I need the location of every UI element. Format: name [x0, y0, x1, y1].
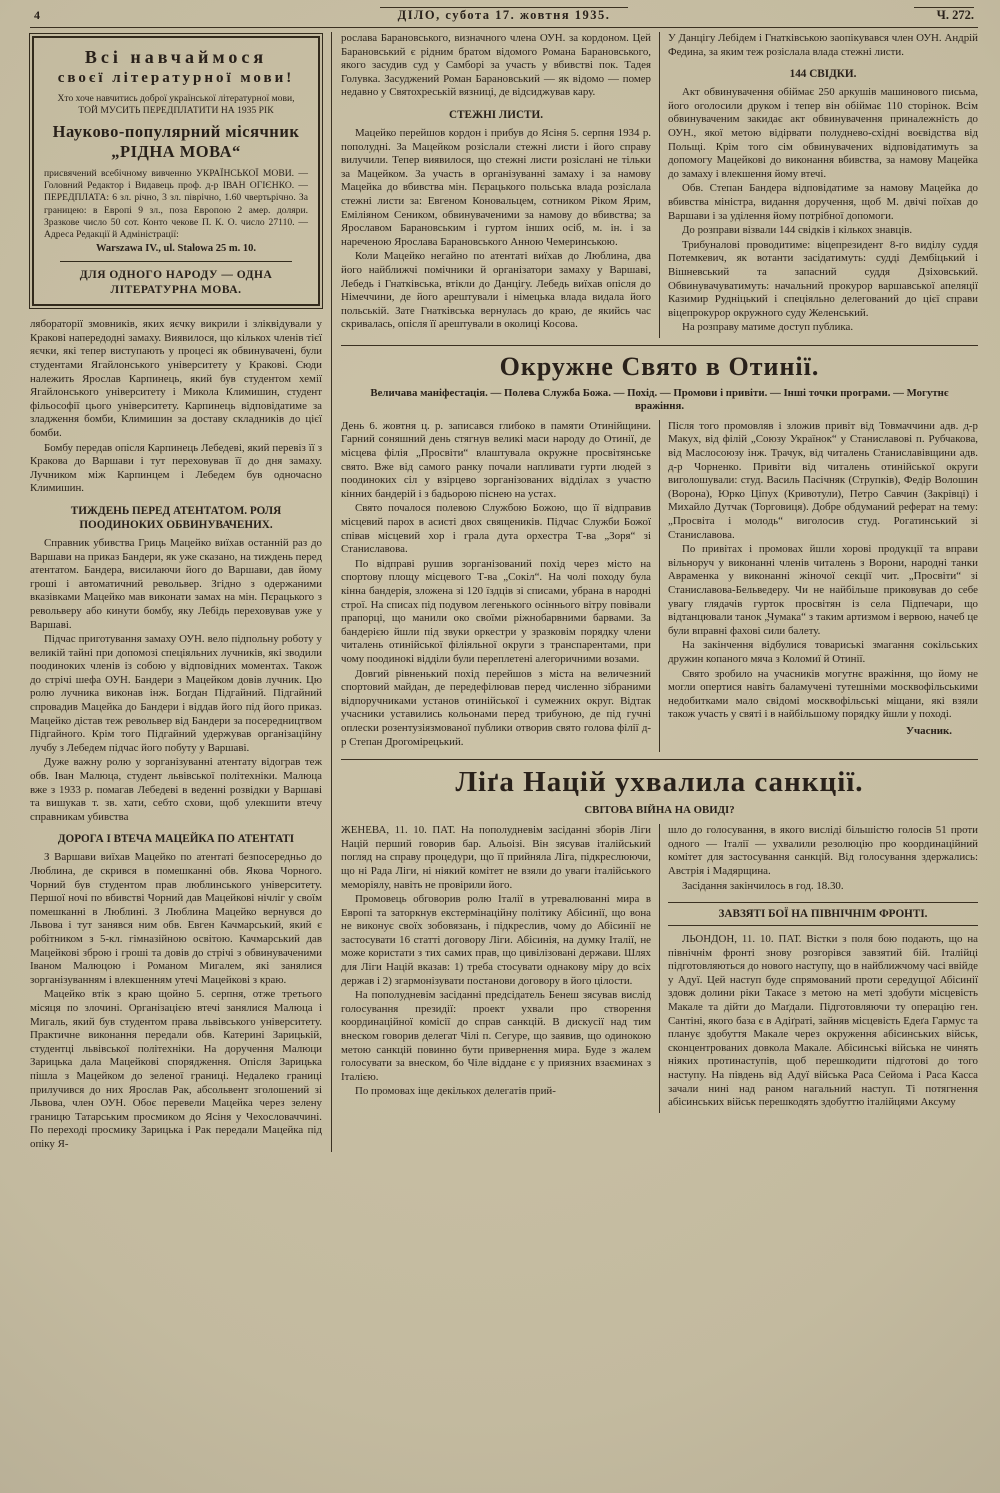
- league-columns: [341, 824, 978, 1113]
- festival-title: Окружне Свято в Отинії.: [499, 351, 820, 381]
- ad-subline: Хто хоче навчитись доброї української літературної мови,: [57, 93, 295, 104]
- article-paragraph: Мацейко перейшов кордон і прибув до Ясіня 5. серпня 1934 р. пополудні. За Мацейком розіслали стежні листи і його справу вилучили. Тепер виявилося, що стежні листи розіслані не тільки за Мацейком. За участь в організуванні замаху і за намову Мацейка до вбивства мін. Пєрацького польська влада розіслала стежні листи за: Евгеном Коновальцем, сотником Ріком Ярим, Еміліяном Сеником, обвинуваченими за намову до вбивства; за Ярославом Барановським і гуртом інших осіб, м. ін. і за нареченою Ярослава Барановського Анною Чемеринською.: [341, 126, 651, 248]
- league-deck: СВІТОВА ВІЙНА НА ОВИДІ?: [584, 804, 735, 817]
- article-subheading: ТИЖДЕНЬ ПЕРЕД АТЕНТАТОМ. РОЛЯ ПООДИНОКИХ ОБВИНУВАЧЕНИХ.: [70, 504, 282, 531]
- article-subheading: ЗАВЗЯТІ БОЇ НА ПІВНІЧНІМ ФРОНТІ.: [668, 902, 978, 926]
- page-content: [30, 32, 978, 1152]
- article-subheading: ДОРОГА І ВТЕЧА МАЦЕЙКА ПО АТЕНТАТІ: [57, 833, 295, 846]
- article-trial-right-column: [659, 32, 978, 338]
- article-league-sanctions: [341, 759, 978, 1113]
- ad-divider: [60, 261, 292, 262]
- article-paragraph: Підчас приготування замаху ОУН. вело підпольну роботу у великій тайні при допомозі спеціяльних лучників, які зводили поодиноких членів із собою у відповідних моментах. Також до стрічі шефа ОУН. Бандери з Мацейком довів лучник. Цю ролю лучника виконав інж. Богдан Підгайний. Підгайний спровадив Мацейка до Бандери і віддав його під його приказ. Мацейко дістав теж револьвер від Бандери за посередництвом Підгайного. Крім того Підгайний удержував організаційну лучбу з Лебедем підчас його побуту у Варшаві.: [30, 633, 322, 754]
- article-paragraph: Трибуналові проводитиме: віцепрезидент 8-го виділу суддя Потемкевич, як вотанти засідатимуть: судді Дембіцький і Вішневський та запасний суддя Дзіховський. Обвинувачуватимуть: начальний прокурор варшавської апеляції Казимир Рудніцький і спеціяльно делегований до цієї справи віцепрокурор окружного суду Желенський.: [668, 238, 978, 319]
- page-number: 4: [34, 8, 40, 22]
- article-paragraph: Довгий рівненький похід перейшов з міста на величезний спортовий майдан, де передефілював перед численно зібраними відпоручниками установ отинійської і сумежних округ. Відтак учасники уставились кольонами перед трибуною, де під гучні оплески розентузіязмованої публики отворив свято голова філії д-р Степан Дрогомірецький.: [341, 667, 651, 748]
- article-paragraph: По відправі рушив зорганізований похід через місто на спортову площу місцевого Т-ва „Сокіл“. На чолі походу була кінна бандерія, зложена зі 120 їздців зі списами, убрана в народні строї. На списах під подувом легенького осіннього вітру повівали прапорці, що манили око своїми ріжнобарвними барвами. За бандерією йшли під звуки оркестри у зразковім порядку члени читалень отинійської філіяльної округи з транспарентами, при чому поодинокі відділи були переплетені алегоричними возами.: [341, 557, 651, 665]
- article-paragraph: рослава Барановського, визначного члена ОУН. за кордоном. Цей Барановський є рідним братом відомого Романа Барановського, якого засудив суд у Самборі за участь у вбивстві пок. Тадея Голувка. Засуджений Роман Барановський — як відомо — помер недавно у Святохреській вязниці, де відсиджував кару.: [341, 32, 651, 99]
- article-paragraph: День 6. жовтня ц. р. записався глибоко в памяти Отинійщини. Гарний соняшний день стягнув великі маси народу до Отинії, де місцева філія „Просвіти“ влаштувала окружне просвітянське свято. Вже від самого ранку почали напливати гурти людей з поодиноких сіл у взірцево зорганізованих відділах з участю кінних бандерій і з бадьорою піснею на устах.: [341, 419, 651, 500]
- article-paragraph: Коли Мацейко негайно по атентаті виїхав до Люблина, два його найближчі помічники й організатори замаху у Варшаві, Лебедь і Гнатківська, втікли до Данцігу. Лебедь виїхав опісля до Німеччини, де його арештували і німецька влада видала його польській. Зате Гнатківська вернулась до краю, де якийсь час скривалась, опісля її арештували в околиці Косова.: [341, 250, 651, 331]
- masthead-title: ДІЛО, субота 17. жовтня 1935.: [380, 7, 629, 24]
- article-paragraph: На пополудневім засіданні предсідатель Бенеш зясував вислід голосування президії: проект ухвали про створення координаційної комісії до справ санкцій. В дискусії над тим внеском говорив делегат Чілі п. Сегуре, що заявив, що одинокою метою санкцій повинно бути привернення мира. Буде з жалем голосувати за внеском, бо Чіле віддане є у приязних взаєминах з Італією.: [341, 989, 651, 1083]
- league-title: Ліґа Націй ухвалила санкції.: [455, 766, 864, 799]
- masthead: [30, 6, 978, 28]
- ad-address: Warszawa IV., ul. Stalowa 25 m. 10.: [96, 243, 256, 255]
- article-paragraph: Промовець обговорив ролю Італії в утревалюванні мира в Европі та заторкнув екстермінаційну політику Абісинії, що вона не виконує своїх зобовязань, і підкреслив, чому до Абісинії не застосувати 16 статті договору Ліги. Абісинія, на думку Італії, не може користати з тих самих прав, що цивілізовані держави. Шлях для Ліги Націй вказав: 1) треба стосувати однакову міру до всіх держав і 2) згармонізувати постанови договору в його цілости.: [341, 893, 651, 987]
- article-paragraph: Дуже важну ролю у зорганізуванні атентату відограв теж обв. Іван Малюца, студент львівської політехніки. Малюца вже з 1933 р. помагав Лебедеві в веденні розвідки у Варшаві та вишукав т. зв. хати, себто схови, щоб улекшити втечу справникам убивства: [30, 756, 322, 823]
- left-column: [30, 32, 332, 1152]
- article-paragraph: По привітах і промовах йшли хорові продукції та вправи вільноруч у виконанні членів читалень з Ворони, народні танки Авраменка у виконанні жіночої секції чит. „Просвіти“ зі Станиславова-Бельведеру. Чи не найбільше приковував до себе увагу глядачів гурток просвітян із села Підпечари, що відтанцювали танок „Чумака“ з таким артизмом і вервою, начеб це були вправні фахові сили балету.: [668, 543, 978, 637]
- article-paragraph: По промовах іще декількох делегатів прий-: [355, 1085, 556, 1098]
- article-paragraph: Засідання закінчилось в год. 18.30.: [682, 879, 844, 892]
- article-subheading: 144 СВІДКИ.: [789, 68, 857, 81]
- article-paragraph: шло до голосування, в якого висліді більшістю голосів 51 проти одного — Італії — ухвалили резолюцію про координаційний комітет для застосування санкцій. Від голосування здержались: Австрія і Мадярщина.: [668, 824, 978, 877]
- top-articles: [341, 32, 978, 338]
- article-paragraph: З Варшави виїхав Мацейко по атентаті безпосередньо до Люблина, де скрився в помешканні обв. Якова Чорного. Чорний був студентом прав люблинського університету. Першої ночі по вбивстві Чорний дав Мацейкові нічліг у своїм помешканні в Люблині. З Люблина Мацейко вернувся до Львова і тут занявся ним обв. Евген Качмарський, який є робітником з 5-кл. гімназійною освітою. Качмарський дав Мацейкові зброю і гроші та довів до стрічі з обвинуваченими Іваном Малюцою і Романом Мигалем, які занялися зорганізуванням і влекшенням утечі Мацейкові з краю.: [30, 851, 322, 986]
- ad-subline-2: ТОЙ МУСИТЬ ПЕРЕДПЛАТИТИ НА 1935 РІК: [78, 105, 274, 116]
- article-paragraph: Свято почалося полевою Службою Божою, що її відправив місцевий парох в асисті двох священиків. Підчас Служби Божої співав місцевий хор і грала дута орхестра Т-ва „Зоря“ зі Станиславова.: [341, 502, 651, 556]
- article-paragraph: Учасник.: [906, 724, 952, 737]
- article-paragraph: ЛЬОНДОН, 11. 10. ПАТ. Вістки з поля бою подають, що на північнім фронті знову розгорівся завзятий бій. Італійці підготовляються до нового наступу, що в найближчому часі ввійде у Адуї. Цей наступ буде спрямований проти середущої Абісинії здовж долини ріки Такасе з метою на меті здобути місцевість Макале та дійти до Маґдали. Підготовляючи ту операцію ген. Сантіні, якого база є в Адіґраті, зайняв місцевість Едеґа Гармус та планує здобуття Макале через окруження абісинських військ, сконцентрованих довкола Макале. Абісинські війська не чинять ніяких протинаступів, щоб перешкодити підготові до того наступу. На південь від Адуї війська Раса Сейома і Раса Касса зачали нині над раном нагальний наступ. Ті потягнення абісинських військ перешкодять здобуттю італійцями Аксуму: [668, 933, 978, 1109]
- article-paragraph: Мацейко втік з краю щойно 5. серпня, отже третього місяця по злочині. Організацією втечі занялися Малюца і Мигаль, який був студентом права львівського університету. Практичне виконання передали обв. Катерині Зарицькій, студентці львівської політехніки. На доручення Малюци Зарицька дала Мацейкові спорядження. Опісля Зарицька пішла з Мацейком до зеленої границі. Недалеко границі прилучився до них Ярослав Рак, абсольвент зголошений зі Львова, член ОУН. Обоє перевели Мацейка через зелену границю Татарським просмиком до Ясіня у Чехословаччині. По переході просмику Зарицька і Рак передали Мацейка під опіку Я-: [30, 988, 322, 1150]
- article-paragraph: лябораторії змовників, яких яєчку викрили і зліквідували у Кракові напередодні замаху. Виявилося, що кількох членів тієї яєчки, які тепер виступають у процесі як обвинувачені, були студентами Ягайлонського університету у Кракові. Сюди належить Ярослав Карпинець, який був студентом хемії Ягайлонського університету і Микола Климишин, студент фільософії цього університету. Карпинець відповідатиме за зладження бомби, Климишин за доставу складників до цієї бомби.: [30, 318, 322, 439]
- article-paragraph: Після того промовляв і зложив привіт від Товмаччини адв. д-р Макух, від філій „Союзу Українок“ у Станиславові п. Рубчакова, від Маслосоюзу інж. Трачук, від читалень Станиславівщини адв. д-р Чорненко. Привіти від читалень отинійської округи виголошували: студ. Василь Пасічняк (Струпків), Федір Волошин (Ворона), Юрко Ціпух (Кривотули), Петро Савчин (Закрівці) і Михайло Дутчак (Торговиця). Добре обдуманий реферат на тему: „Просвіта і молодь“ виголосив студ. Рогатинський зі Станиславова.: [668, 419, 978, 541]
- festival-deck: Величава маніфестація. — Полева Служба Божа. — Похід. — Промови і привіти. — Інші точки програми. — Могутнє вражіння.: [370, 386, 949, 412]
- right-area: [332, 32, 978, 1152]
- ad-headline-2: своєї літературної мови!: [57, 70, 295, 86]
- festival-column-2: [659, 420, 978, 752]
- article-paragraph: На закінчення відбулися товариські змагання сокільських дружин копаного мяча з Коломиї й Отинії.: [668, 639, 978, 665]
- article-paragraph: Акт обвинувачення обіймає 250 аркушів машинового письма, його оголосили друком і тепер він обіймає 110 сторінок. Всім обвинуваченим закидає акт обвинувачення приналежність до ОУН., якої метою відірвати полуднево-східні воєвідства від Польщі. Крім того сім обвинувачених відповідатимуть за допомогу Мацейкові до виконання вбивства, за намову Мацейка до замаху і влекшення йому втечі.: [668, 86, 978, 180]
- ad-details: присвячений всебічному вивченню УКРАЇНСЬКОЇ МОВИ. — Головний Редактор і Видавець проф. д-р ІВАН ОГІЄНКО. — ПЕРЕДПЛАТА: 6 зл. річно, 3 зл. піврічно, 1.60 чвертьрічно. За границею: в Европі 9 зл., поза Европою 2 амер. доляри. Зразкове число 50 сот. Конто чекове П. К. О. число 27110. — Адреса Редакції й Адміністрації:: [44, 168, 308, 241]
- article-paragraph: ЖЕНЕВА, 11. 10. ПАТ. На пополудневім засіданні зборів Ліги Націй перший говорив бар. Альоізі. Він зясував італійський погляд на справу процедури, що її прийняла Ліга, підкреслюючи, що ні Рада Ліги, ні ніякий комітет не взяли до уваги італійського меморіялу, навіть не провірили його.: [341, 824, 651, 891]
- article-paragraph: Справник убивства Гриць Мацейко виїхав останній раз до Варшави на приказ Бандери, як уже сказано, на тиждень перед атентатом. Бандера, висилаючи його до Варшави, дав йому гроші і автоматичний револьвер. Згідно з одержаними вказівками Мацейко мав виконати замах на мін. Пєрацького з револьверу або кинути бомбу, яку Лебідь переховував уже у Варшаві.: [30, 536, 322, 631]
- article-trial-middle-column: [341, 32, 659, 338]
- ad-headline: Всі навчаймося: [84, 47, 268, 67]
- article-paragraph: На розправу матиме доступ публика.: [682, 321, 854, 334]
- league-column-1: [341, 824, 659, 1113]
- ad-magazine-title: Науково-популярний місячник „РІДНА МОВА“: [52, 122, 300, 161]
- article-paragraph: Бомбу передав опісля Карпинець Лебедеві, який перевіз її з Кракова до Варшави і тут переховував її до дня замаху. Лучником між Карпинцем і Лебедем був одночасно Климишин.: [30, 441, 322, 495]
- festival-columns: [341, 420, 978, 752]
- festival-column-1: [341, 420, 659, 752]
- article-trial-left-column: [30, 318, 322, 1151]
- ad-slogan: ДЛЯ ОДНОГО НАРОДУ — ОДНА ЛІТЕРАТУРНА МОВА.: [79, 269, 273, 296]
- article-paragraph: Свято зробило на учасників могутнє вражіння, що йому не могли опертися навіть баламучені тутешніми москвофільськими недобитками мало свідомі москвофільські міщани, які взяли також участь у святі і в найбільшому порядку йшли у поході.: [668, 667, 978, 721]
- article-paragraph: Обв. Степан Бандера відповідатиме за намову Мацейка до вбивства міністра, видання доручення, щоб М. двічі поїхав до Варшави і за уділення йому потрібної допомоги.: [668, 182, 978, 222]
- league-column-2: [659, 824, 978, 1113]
- article-paragraph: До розправи візвали 144 свідків і кількох знавців.: [682, 224, 913, 237]
- article-paragraph: У Данцігу Лебідем і Гнатківською заопікувався член ОУН. Андрій Федина, за яким теж розіслала влада стежні листи.: [668, 32, 978, 58]
- article-festival-otyniia: [341, 345, 978, 752]
- article-subheading: СТЕЖНІ ЛИСТИ.: [449, 108, 543, 121]
- ridna-mova-ad: [32, 36, 320, 306]
- issue-number: Ч. 272.: [914, 7, 974, 23]
